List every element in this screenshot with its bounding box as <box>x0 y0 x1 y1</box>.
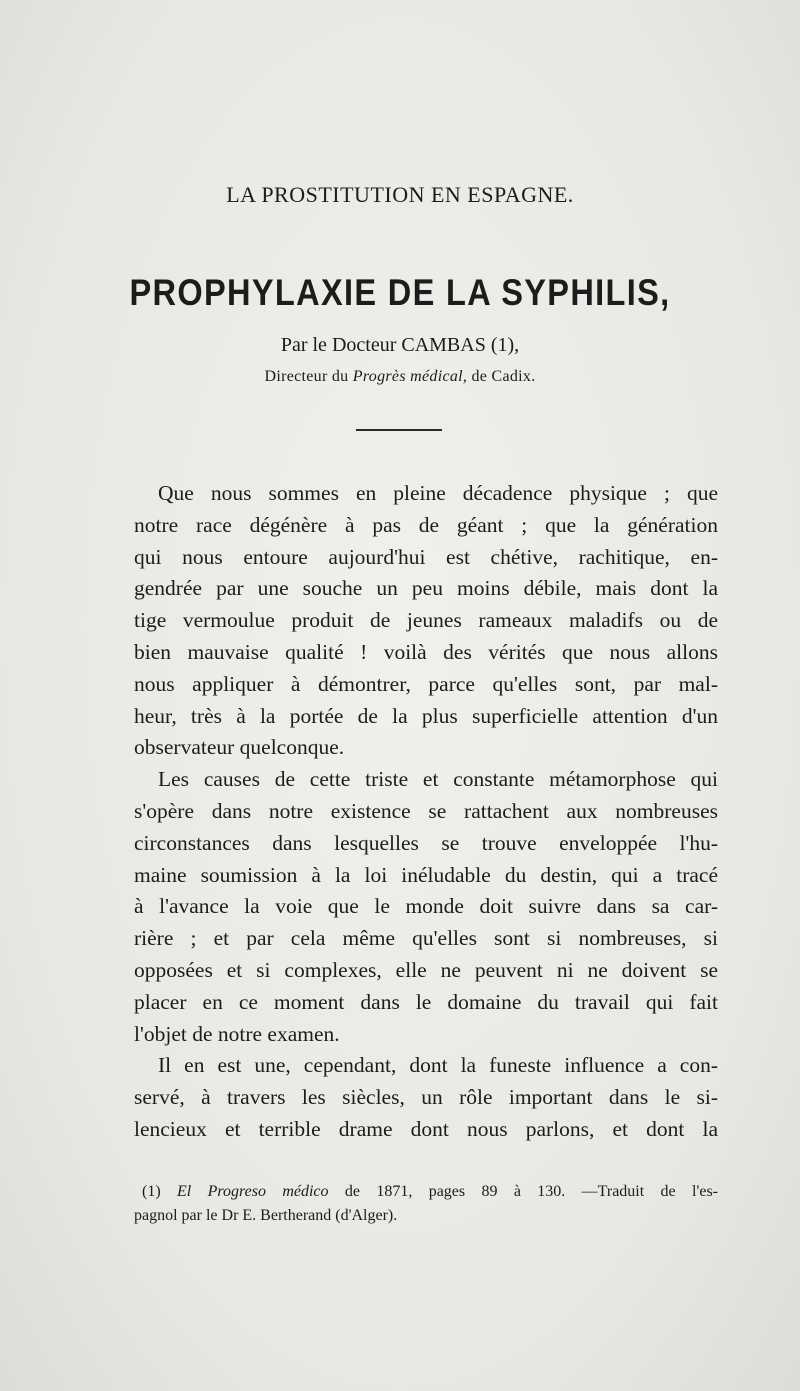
text-line: rière ; et par cela même qu'elles sont si nombreuses, si <box>134 926 718 951</box>
text-line: notre race dégénère à pas de géant ; que la génération <box>134 512 718 537</box>
text-line: l'objet de notre examen. <box>134 1021 340 1046</box>
footnote <box>134 1180 718 1228</box>
text-line: heur, très à la portée de la plus superficielle attention d'un <box>134 703 718 728</box>
text-line: observateur quelconque. <box>134 735 345 760</box>
text-line: Il en est une, cependant, dont la funeste influence a con- <box>158 1053 718 1078</box>
text-line: placer en ce moment dans le domaine du travail qui fait <box>134 989 718 1014</box>
text-line: tige vermoulue produit de jeunes rameaux maladifs ou de <box>134 608 718 633</box>
running-head: LA PROSTITUTION EN ESPAGNE. <box>226 182 574 207</box>
footnote-text: de 1871, pages 89 à 130. —Traduit de l'es- <box>328 1183 719 1200</box>
text-line: s'opère dans notre existence se rattachent aux nombreuses <box>134 798 718 823</box>
text-line: nous appliquer à démontrer, parce qu'elles sont, par mal- <box>134 671 718 696</box>
paragraph-1 <box>134 478 718 764</box>
author-byline: Par le Docteur CAMBAS (1), <box>280 334 520 356</box>
text-line: qui nous entoure aujourd'hui est chétive, rachitique, en- <box>134 544 718 569</box>
footnote-journal: El Progreso médico <box>177 1183 329 1200</box>
affiliation-journal: Progrès médical <box>352 368 463 385</box>
text-line: servé, à travers les siècles, un rôle important dans le si- <box>134 1085 718 1110</box>
text-line: circonstances dans lesquelles se trouve enveloppée l'hu- <box>134 830 718 855</box>
paragraph-3 <box>134 1050 718 1145</box>
text-line: Que nous sommes en pleine décadence physique ; que <box>158 481 718 505</box>
affiliation-suffix: , de Cadix. <box>462 368 536 385</box>
footnote-line: pagnol par le Dr E. Bertherand (d'Alger). <box>134 1207 398 1224</box>
text-line: Les causes de cette triste et constante métamorphose qui <box>158 767 718 792</box>
paragraph-2 <box>134 764 718 1050</box>
footnote-number: (1) <box>142 1183 178 1200</box>
text-line: opposées et si complexes, elle ne peuvent ni ne doivent se <box>134 957 718 982</box>
footnote-line <box>134 1180 718 1204</box>
text-line: bien mauvaise qualité ! voilà des vérités que nous allons <box>134 639 718 664</box>
author-affiliation <box>0 368 800 386</box>
affiliation-prefix: Directeur du <box>264 368 353 385</box>
text-line: lencieux et terrible drame dont nous parlons, et dont la <box>134 1116 718 1141</box>
text-line: gendrée par une souche un peu moins débile, mais dont la <box>134 576 718 601</box>
article-body <box>134 478 718 1146</box>
article-title: PROPHYLAXIE DE LA SYPHILIS, <box>129 272 671 313</box>
text-line: maine soumission à la loi inéludable du destin, qui a tracé <box>134 862 718 887</box>
text-line: à l'avance la voie que le monde doit suivre dans sa car- <box>134 894 718 919</box>
title-rule <box>356 429 442 431</box>
